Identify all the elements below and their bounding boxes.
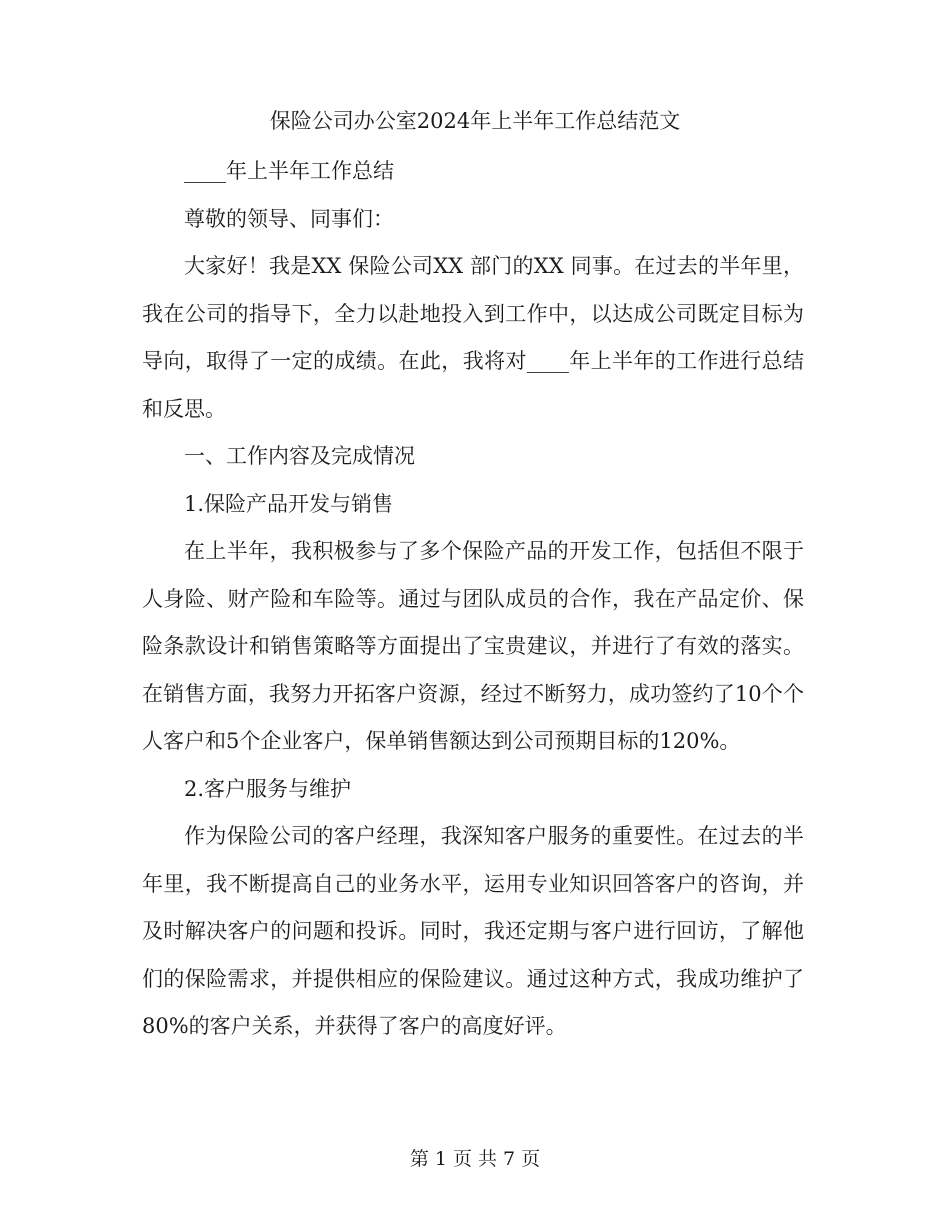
section-heading-1: 一、工作内容及完成情况 xyxy=(184,444,415,468)
paragraph-subtitle: ____年上半年工作总结 xyxy=(184,159,394,183)
paragraph-intro: 大家好！我是XX 保险公司XX 部门的XX 同事。在过去的半年里，我在公司的指导下，全力以赴地投入到工作中，以达成公司既定目标为导向，取得了一定的成绩。在此，我将对____年上半年的工作进行总结和反思。 xyxy=(142,254,804,421)
paragraph-salutation: 尊敬的领导、同事们： xyxy=(184,206,394,231)
paragraph-product-sales: 在上半年，我积极参与了多个保险产品的开发工作，包括但不限于人身险、财产险和车险等。通过与团队成员的合作，我在产品定价、保险条款设计和销售策略等方面提出了宝贵建议，并进行了有效的落实。在销售方面，我努力开拓客户资源，经过不断努力，成功签约了10个个人客户和5个企业客户，保单销售额达到公司预期目标的120%。 xyxy=(142,539,804,753)
subsection-heading-1: 1.保险产品开发与销售 xyxy=(184,491,394,516)
page-number-footer: 第 1 页 共 7 页 xyxy=(409,1148,541,1170)
subsection-heading-2: 2.客户服务与维护 xyxy=(184,776,352,801)
document-body xyxy=(142,148,804,1051)
document-title: 保险公司办公室2024年上半年工作总结范文 xyxy=(269,109,681,133)
paragraph-customer-service: 作为保险公司的客户经理，我深知客户服务的重要性。在过去的半年里，我不断提高自己的业务水平，运用专业知识回答客户的咨询，并及时解决客户的问题和投诉。同时，我还定期与客户进行回访，了解他们的保险需求，并提供相应的保险建议。通过这种方式，我成功维护了80%的客户关系，并获得了客户的高度好评。 xyxy=(142,824,804,1038)
